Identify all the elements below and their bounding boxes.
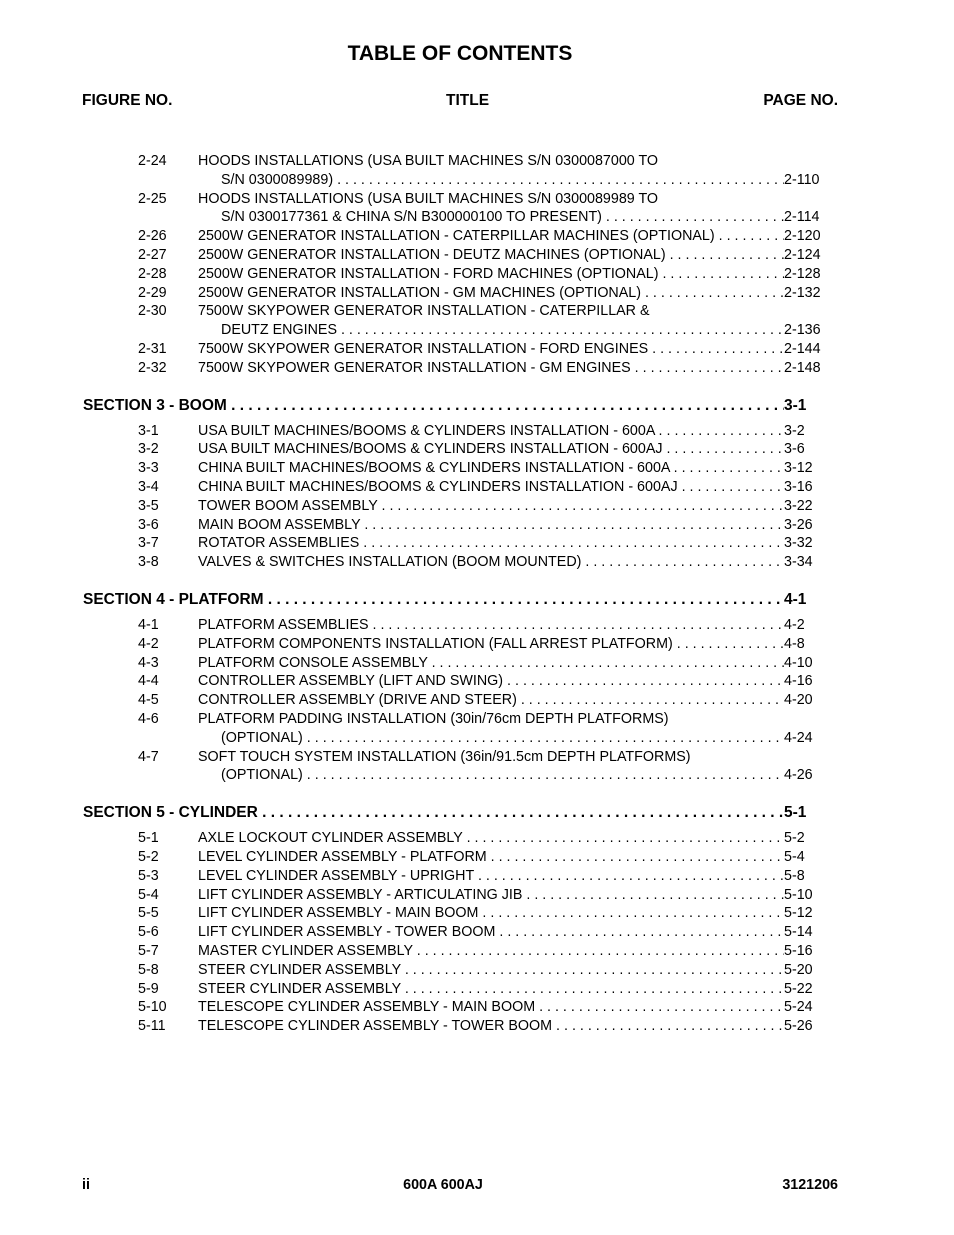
figure-number: 4-4 [138, 673, 159, 690]
figure-number: 2-28 [138, 265, 167, 282]
figure-number: 3-3 [138, 460, 159, 477]
figure-number: 2-32 [138, 359, 167, 376]
toc-entry[interactable] [0, 829, 954, 848]
figure-number: 4-6 [138, 711, 159, 727]
entry-title: PLATFORM COMPONENTS INSTALLATION (FALL ARREST PLATFORM) . . . [198, 635, 784, 654]
section-title: SECTION 5 - CYLINDER . . . [83, 802, 784, 824]
entry-title: S/N 0300177361 & CHINA S/N B300000100 TO PRESENT) . . . [221, 208, 784, 227]
footer-model: 600A 600AJ [403, 1177, 483, 1193]
entry-page-number: 2-148 [784, 359, 821, 376]
entry-page-number: 3-26 [784, 516, 813, 533]
entry-page-number: 5-8 [784, 867, 805, 884]
entry-title: 7500W SKYPOWER GENERATOR INSTALLATION - CATERPILLAR & [198, 303, 650, 320]
entry-title: TELESCOPE CYLINDER ASSEMBLY - TOWER BOOM . . . [198, 1017, 784, 1036]
entry-title: MAIN BOOM ASSEMBLY . . . [198, 516, 784, 535]
entry-page-number: 5-14 [784, 924, 813, 941]
figure-number: 5-8 [138, 961, 159, 978]
entry-page-number: 3-2 [784, 422, 805, 439]
entry-title: 7500W SKYPOWER GENERATOR INSTALLATION - GM ENGINES . . . [198, 359, 784, 378]
entry-title: TELESCOPE CYLINDER ASSEMBLY - MAIN BOOM . . . [198, 998, 784, 1017]
toc-entry[interactable] [0, 497, 954, 516]
toc-entry-continuation[interactable] [0, 321, 954, 340]
entry-title: USA BUILT MACHINES/BOOMS & CYLINDERS INSTALLATION - 600A . . . [198, 422, 784, 441]
entry-page-number: 2-144 [784, 341, 821, 357]
entry-page-number: 5-22 [784, 980, 813, 997]
entry-page-number: 5-24 [784, 999, 813, 1016]
entry-page-number: 4-26 [784, 767, 813, 784]
entry-page-number: 3-12 [784, 460, 813, 477]
figure-number: 5-10 [138, 999, 167, 1016]
entry-title: MASTER CYLINDER ASSEMBLY . . . [198, 942, 784, 961]
entry-title: ROTATOR ASSEMBLIES . . . [198, 534, 784, 553]
toc-section-heading[interactable] [0, 802, 954, 824]
toc-entry[interactable] [0, 886, 954, 905]
figure-number: 5-11 [138, 1018, 166, 1035]
entry-page-number: 4-16 [784, 673, 813, 690]
toc-entry[interactable] [0, 302, 954, 321]
toc-entry[interactable] [0, 672, 954, 691]
entry-title: 7500W SKYPOWER GENERATOR INSTALLATION - FORD ENGINES . . . [198, 340, 784, 359]
entry-page-number: 5-20 [784, 961, 813, 978]
entry-title: 2500W GENERATOR INSTALLATION - FORD MACHINES (OPTIONAL) . . . [198, 265, 784, 284]
entry-page-number: 2-128 [784, 265, 821, 282]
toc-entry[interactable] [0, 748, 954, 767]
page-title: TABLE OF CONTENTS [347, 42, 573, 65]
entry-page-number: 5-10 [784, 886, 813, 903]
entry-page-number: 3-32 [784, 535, 813, 552]
entry-title: (OPTIONAL) . . . [221, 729, 784, 748]
entry-title: S/N 0300089989) . . . [221, 171, 784, 190]
figure-number: 5-7 [138, 943, 159, 959]
toc-entry-continuation[interactable] [0, 171, 954, 190]
entry-title: LIFT CYLINDER ASSEMBLY - MAIN BOOM . . . [198, 904, 784, 923]
entry-title: (OPTIONAL) . . . [221, 766, 784, 785]
entry-title: VALVES & SWITCHES INSTALLATION (BOOM MOUNTED) . . . [198, 553, 784, 572]
entry-title: CHINA BUILT MACHINES/BOOMS & CYLINDERS INSTALLATION - 600AJ . . . [198, 478, 784, 497]
figure-number: 5-6 [138, 924, 159, 941]
toc-entry[interactable] [0, 635, 954, 654]
toc-entry[interactable] [0, 998, 954, 1017]
figure-number: 3-2 [138, 441, 159, 458]
toc-entry[interactable] [0, 359, 954, 378]
toc-entry[interactable] [0, 459, 954, 478]
entry-page-number: 4-2 [784, 617, 805, 633]
entry-page-number: 3-6 [784, 441, 805, 458]
figure-number: 2-31 [138, 341, 167, 357]
toc-entry[interactable] [0, 867, 954, 886]
entry-page-number: 3-34 [784, 554, 813, 571]
figure-number: 3-4 [138, 479, 159, 495]
entry-title: LEVEL CYLINDER ASSEMBLY - UPRIGHT . . . [198, 867, 784, 886]
toc-entry[interactable] [0, 710, 954, 729]
entry-title: HOODS INSTALLATIONS (USA BUILT MACHINES S/N 0300087000 TO [198, 153, 659, 169]
entry-title: STEER CYLINDER ASSEMBLY . . . [198, 980, 784, 999]
toc-entry-continuation[interactable] [0, 208, 954, 227]
footer-page-number: ii [82, 1177, 90, 1193]
figure-number: 5-2 [138, 849, 159, 865]
section-title: SECTION 3 - BOOM . . . [83, 395, 784, 417]
entry-page-number: 5-4 [784, 849, 805, 865]
toc-entry[interactable] [0, 961, 954, 980]
entry-page-number: 2-136 [784, 322, 821, 339]
toc-entry[interactable] [0, 340, 954, 359]
toc-entry[interactable] [0, 152, 954, 171]
entry-page-number: 4-8 [784, 635, 805, 652]
toc-entry[interactable] [0, 190, 954, 209]
toc-entry[interactable] [0, 534, 954, 553]
toc-entry-continuation[interactable] [0, 729, 954, 748]
entry-title: STEER CYLINDER ASSEMBLY . . . [198, 961, 784, 980]
toc-entry[interactable] [0, 980, 954, 999]
entry-page-number: 2-124 [784, 247, 821, 263]
figure-number: 2-26 [138, 228, 167, 245]
section-page-number: 3-1 [784, 396, 807, 414]
entry-page-number: 2-110 [784, 171, 820, 188]
section-title: SECTION 4 - PLATFORM . . . [83, 589, 784, 611]
column-header-figure-no: FIGURE NO. [82, 92, 173, 109]
figure-number: 2-30 [138, 303, 167, 320]
entry-page-number: 5-2 [784, 830, 805, 847]
entry-page-number: 5-16 [784, 943, 813, 959]
toc-entry[interactable] [0, 1017, 954, 1036]
figure-number: 3-8 [138, 554, 159, 571]
entry-title: AXLE LOCKOUT CYLINDER ASSEMBLY . . . [198, 829, 784, 848]
entry-page-number: 4-20 [784, 692, 813, 709]
entry-title: PLATFORM PADDING INSTALLATION (30in/76cm DEPTH PLATFORMS) [198, 711, 669, 727]
toc-entry[interactable] [0, 848, 954, 867]
entry-title: LEVEL CYLINDER ASSEMBLY - PLATFORM . . . [198, 848, 784, 867]
figure-number: 3-6 [138, 516, 159, 533]
figure-number: 5-5 [138, 905, 159, 922]
toc-section-heading[interactable] [0, 589, 954, 611]
toc-entry[interactable] [0, 553, 954, 572]
figure-number: 4-3 [138, 654, 159, 671]
toc-entry[interactable] [0, 942, 954, 961]
figure-number: 3-1 [138, 422, 159, 439]
figure-number: 3-7 [138, 535, 159, 552]
entry-title: LIFT CYLINDER ASSEMBLY - TOWER BOOM . . . [198, 923, 784, 942]
toc-entry[interactable] [0, 516, 954, 535]
toc-entry[interactable] [0, 923, 954, 942]
entry-title: PLATFORM CONSOLE ASSEMBLY . . . [198, 654, 784, 673]
entry-page-number: 2-120 [784, 228, 821, 245]
entry-title: CONTROLLER ASSEMBLY (DRIVE AND STEER) . . . [198, 691, 784, 710]
entry-title: TOWER BOOM ASSEMBLY . . . [198, 497, 784, 516]
toc-entry[interactable] [0, 691, 954, 710]
figure-number: 5-4 [138, 886, 159, 903]
entry-title: CONTROLLER ASSEMBLY (LIFT AND SWING) . . . [198, 672, 784, 691]
entry-title: USA BUILT MACHINES/BOOMS & CYLINDERS INSTALLATION - 600AJ . . . [198, 440, 784, 459]
entry-title: 2500W GENERATOR INSTALLATION - CATERPILLAR MACHINES (OPTIONAL) . . . [198, 227, 784, 246]
figure-number: 5-1 [138, 830, 159, 847]
toc-section-heading[interactable] [0, 395, 954, 417]
figure-number: 2-29 [138, 284, 167, 301]
toc-entry[interactable] [0, 422, 954, 441]
entry-page-number: 5-12 [784, 905, 813, 922]
entry-title: DEUTZ ENGINES . . . [221, 321, 784, 340]
figure-number: 4-7 [138, 748, 159, 765]
figure-number: 4-1 [138, 617, 159, 633]
figure-number: 3-5 [138, 497, 159, 514]
toc-entry[interactable] [0, 284, 954, 303]
column-header-title: TITLE [446, 92, 490, 109]
entry-page-number: 2-114 [784, 209, 820, 226]
figure-number: 5-3 [138, 867, 159, 884]
figure-number: 4-2 [138, 635, 159, 652]
section-page-number: 5-1 [784, 804, 807, 822]
figure-number: 4-5 [138, 692, 159, 709]
figure-number: 2-25 [138, 190, 167, 207]
column-header-page-no: PAGE NO. [763, 92, 838, 109]
toc-entry[interactable] [0, 227, 954, 246]
entry-page-number: 3-16 [784, 479, 813, 495]
section-page-number: 4-1 [784, 591, 807, 608]
toc-entry-continuation[interactable] [0, 766, 954, 785]
toc-entry[interactable] [0, 265, 954, 284]
entry-title: SOFT TOUCH SYSTEM INSTALLATION (36in/91.5cm DEPTH PLATFORMS) [198, 748, 691, 765]
toc-entry[interactable] [0, 246, 954, 265]
figure-number: 2-27 [138, 247, 167, 263]
entry-page-number: 5-26 [784, 1018, 813, 1035]
entry-title: HOODS INSTALLATIONS (USA BUILT MACHINES S/N 0300089989 TO [198, 190, 659, 207]
figure-number: 2-24 [138, 153, 167, 169]
entry-title: 2500W GENERATOR INSTALLATION - GM MACHINES (OPTIONAL) . . . [198, 284, 784, 303]
entry-page-number: 4-24 [784, 729, 813, 746]
entry-title: CHINA BUILT MACHINES/BOOMS & CYLINDERS INSTALLATION - 600A . . . [198, 459, 784, 478]
toc-entry[interactable] [0, 904, 954, 923]
toc-entry[interactable] [0, 654, 954, 673]
figure-number: 5-9 [138, 980, 159, 997]
entry-title: PLATFORM ASSEMBLIES . . . [198, 616, 784, 635]
entry-title: 2500W GENERATOR INSTALLATION - DEUTZ MACHINES (OPTIONAL) . . . [198, 246, 784, 265]
entry-title: LIFT CYLINDER ASSEMBLY - ARTICULATING JIB . . . [198, 886, 784, 905]
entry-page-number: 2-132 [784, 284, 821, 301]
toc-entry[interactable] [0, 478, 954, 497]
entry-page-number: 3-22 [784, 497, 813, 514]
toc-entry[interactable] [0, 616, 954, 635]
footer-document-number: 3121206 [782, 1177, 838, 1193]
entry-page-number: 4-10 [784, 654, 813, 671]
toc-entry[interactable] [0, 440, 954, 459]
